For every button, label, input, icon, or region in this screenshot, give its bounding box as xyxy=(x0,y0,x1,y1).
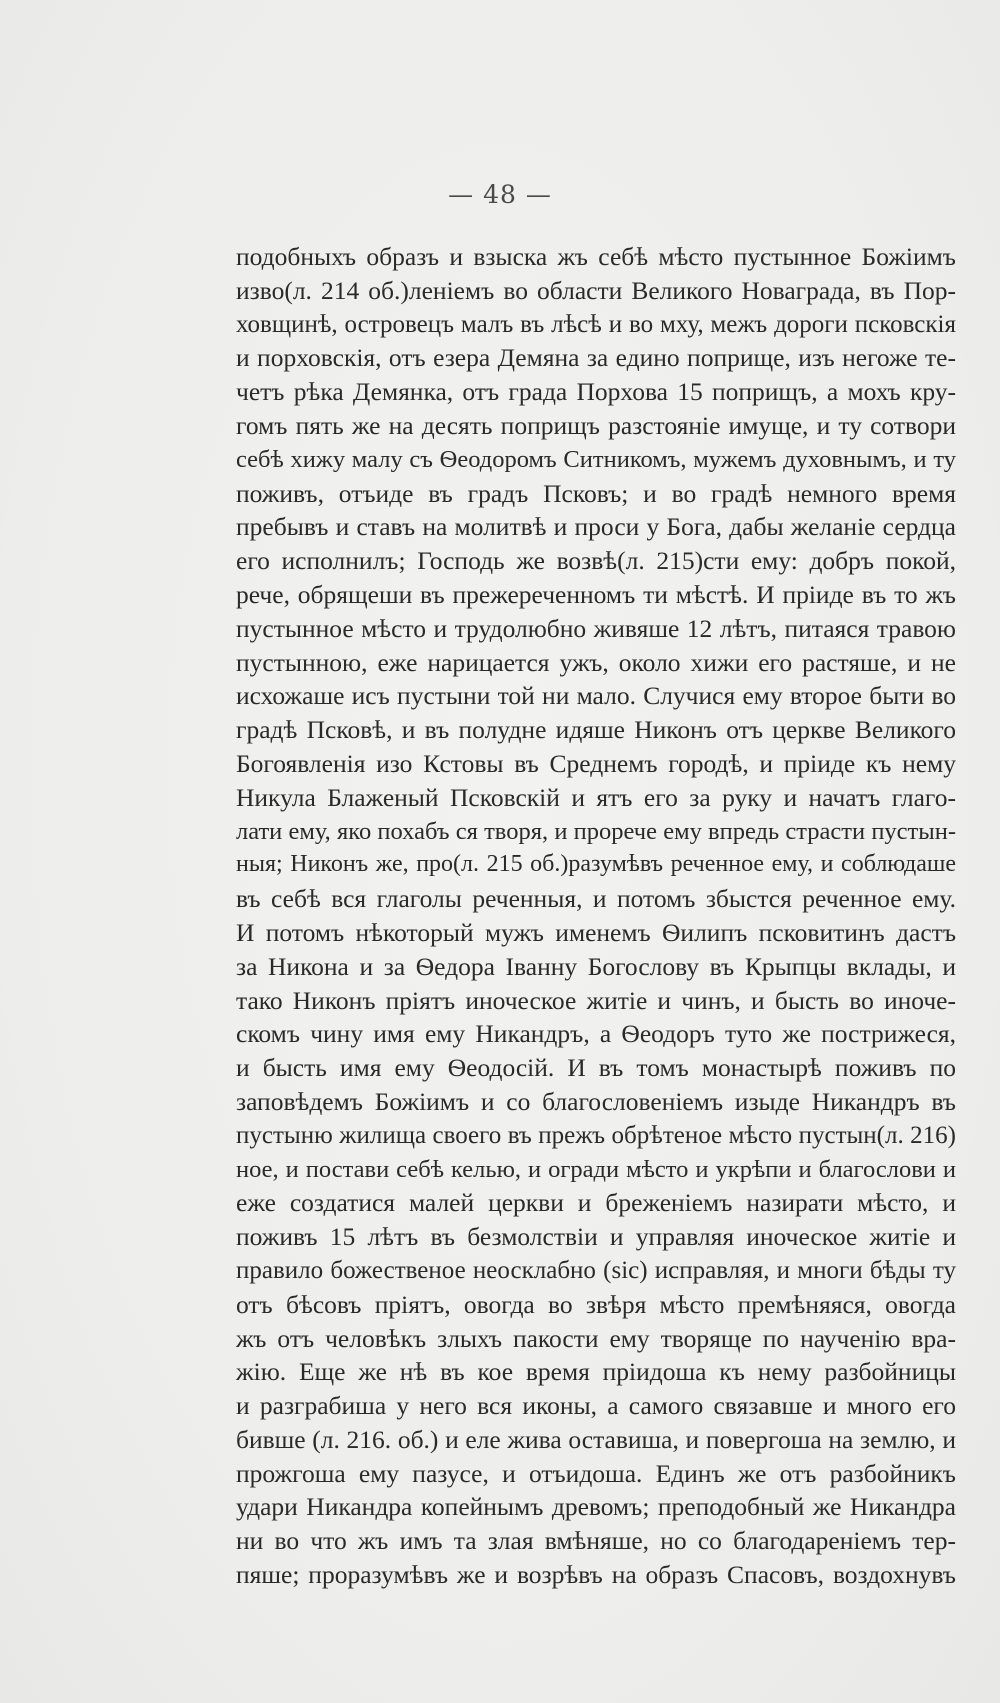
text-line: пустынное мѣсто и трудолюбно живяше 12 лѣтъ, питаяся травою xyxy=(236,613,956,643)
text-line: и бысть имя ему Ѳеодосій. И въ томъ монастырѣ поживъ по xyxy=(236,1053,956,1083)
text-line: изво(л. 214 об.)леніемъ во области Великого Новаграда, въ Пор- xyxy=(236,275,956,305)
text-line: скомъ чину имя ему Никандръ, а Ѳеодоръ туто же пострижеся, xyxy=(236,1019,956,1049)
text-line: лати ему, яко похабъ ся творя, и прорече ему впредь страсти пустын- xyxy=(236,817,956,845)
text-line: И потомъ нѣкоторый мужъ именемъ Ѳилипъ псковитинъ дастъ xyxy=(236,917,956,947)
text-line: ховщинѣ, островецъ малъ въ лѣсѣ и во мху, межъ дороги псковскія xyxy=(236,310,956,338)
text-line: отъ бѣсовъ пріятъ, овогда во звѣря мѣсто премѣняяся, овогда xyxy=(236,1289,956,1319)
text-line: бивше (л. 216. об.) и еле жива оставиша, и повергоша на землю, и xyxy=(236,1424,956,1454)
text-line: подобныхъ образъ и взыска жъ себѣ мѣсто пустынное Божіимъ xyxy=(236,242,956,271)
text-line: и порховскія, отъ езера Демяна за едино поприще, изъ негоже те- xyxy=(236,343,956,373)
text-line: пустынною, еже нарицается ужъ, около хижи его растяше, и не xyxy=(236,647,956,677)
text-line: пребывъ и ставъ на молитвѣ и проси у Бога, дабы желаніе сердца xyxy=(236,512,956,542)
text-line: жію. Еще же нѣ въ кое время пріидоша къ нему разбойницы xyxy=(236,1357,956,1387)
text-line: его исполнилъ; Господь же возвѣ(л. 215)сти ему: добръ покой, xyxy=(236,546,956,576)
text-line: поживъ, отъиде въ градъ Псковъ; и во градѣ немного время xyxy=(236,478,956,508)
text-line: Богоявленія изо Кстовы въ Среднемъ городѣ, и пріиде къ нему xyxy=(236,748,956,778)
text-line: Никула Блаженый Псковскій и ятъ его за руку и начатъ глаго- xyxy=(236,782,956,812)
text-line: пяше; проразумѣвъ же и возрѣвъ на образъ Спасовъ, воздохнувъ xyxy=(236,1560,956,1590)
text-line: въ себѣ вся глаголы реченныя, и потомъ збыстся реченное ему. xyxy=(236,884,956,914)
text-line: заповѣдемъ Божіимъ и со благословеніемъ изыде Никандръ въ xyxy=(236,1086,956,1116)
text-line: удари Никандра копейнымъ древомъ; преподобный же Никандра xyxy=(236,1492,956,1522)
text-line: рече, обрящеши въ прежереченномъ ти мѣстѣ. И пріиде въ то жъ xyxy=(236,579,956,609)
text-line: ное, и постави себѣ келью, и огради мѣсто и укрѣпи и благослови и xyxy=(236,1155,956,1183)
body-text xyxy=(236,240,956,1592)
text-line: поживъ 15 лѣтъ въ безмолствіи и управляя иноческое житіе и xyxy=(236,1222,956,1252)
text-line: исхожаше исъ пустыни той ни мало. Случися ему второе быти во xyxy=(236,681,956,711)
text-line: и разграбиша у него вся иконы, а самого связавше и много его xyxy=(236,1391,956,1421)
text-line: ни во что жъ имъ та злая вмѣняше, но со благодареніемъ тер- xyxy=(236,1526,956,1556)
text-line: жъ отъ человѣкъ злыхъ пакости ему творяще по наученію вра- xyxy=(236,1323,956,1353)
text-line: за Никона и за Ѳедора Іванну Богослову въ Крыпцы вклады, и xyxy=(236,951,956,981)
text-line: тако Никонъ пріятъ иноческое житіе и чинъ, и бысть во иноче- xyxy=(236,985,956,1015)
text-line: градѣ Псковѣ, и въ полудне идяше Никонъ отъ церкве Великого xyxy=(236,715,956,745)
text-line: себѣ хижу малу съ Ѳеодоромъ Ситникомъ, мужемъ духовнымъ, и ту xyxy=(236,445,956,473)
text-line: правило божественое неосклабно (sic) исправляя, и многи бѣды ту xyxy=(236,1256,956,1284)
text-line: четъ рѣка Демянка, отъ града Порхова 15 поприщъ, а мохъ кру- xyxy=(236,377,956,407)
text-line: прожгоша ему пазусе, и отъидоша. Единъ же отъ разбойникъ xyxy=(236,1458,956,1488)
text-line: гомъ пять же на десять поприщъ разстояніе имуще, и ту сотвори xyxy=(236,410,956,440)
text-line: еже создатися малей церкви и бреженіемъ назирати мѣсто, и xyxy=(236,1188,956,1218)
text-line: ныя; Никонъ же, про(л. 215 об.)разумѣвъ реченное ему, и соблюдаше xyxy=(236,851,956,878)
page-number: — 48 — xyxy=(448,180,552,209)
text-line: пустыню жилища своего въ прежъ обрѣтеное мѣсто пустын(л. 216) xyxy=(236,1121,956,1149)
